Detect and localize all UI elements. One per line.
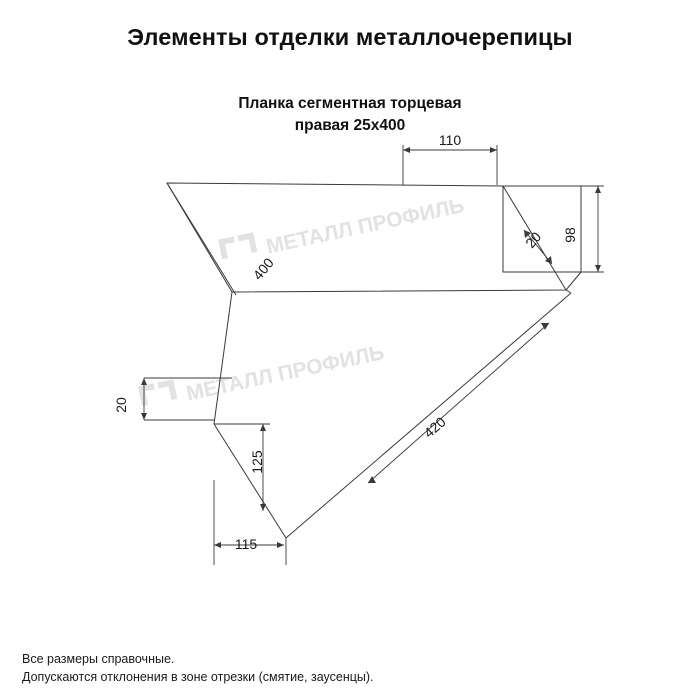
arrow (277, 542, 284, 548)
dim-label-110: 110 (438, 132, 462, 148)
dim-label-125: 125 (249, 450, 265, 474)
watermark-text: МЕТАЛЛ ПРОФИЛЬ (184, 341, 387, 406)
page-title: Элементы отделки металлочерепицы (127, 24, 573, 50)
dim-label-400: 400 (249, 254, 277, 283)
watermark-group (138, 188, 466, 415)
dim-label-115: 115 (234, 536, 258, 552)
dim-420-line (368, 323, 549, 483)
dim-label-20-head: 20 (522, 228, 545, 251)
watermark-bottom (138, 335, 386, 415)
dim-label-98: 98 (562, 227, 578, 243)
watermark-text: МЕТАЛЛ ПРОФИЛЬ (264, 194, 467, 259)
product-name-line2: правая 25х400 (294, 117, 406, 134)
part-outline (144, 93, 581, 538)
product-name-line1: Планка сегментная торцевая (238, 95, 462, 112)
logo-icon (218, 232, 257, 259)
arrow (141, 378, 147, 385)
bottom-face-tip (566, 290, 571, 293)
arrow (403, 147, 410, 153)
fold-edge-bottom (214, 424, 286, 538)
arrow (490, 147, 497, 153)
footnote-2: Допускаются отклонения в зоне отрезки (смятие, заусенцы). (22, 670, 374, 684)
watermark-top (218, 188, 466, 268)
arrow (141, 413, 147, 420)
arrow (260, 504, 266, 511)
arrow (595, 265, 601, 272)
dim-label-420: 420 (420, 413, 449, 441)
arrow (595, 186, 601, 193)
footnotes (22, 650, 374, 686)
arrow (214, 542, 221, 548)
head-connector (566, 272, 581, 290)
arrow (260, 424, 266, 431)
dim-label-20-left: 20 (113, 397, 129, 413)
footnote-1: Все размеры справочные. (22, 652, 175, 666)
fold-edge-left (214, 292, 232, 424)
bottom-face-edge (286, 293, 571, 538)
